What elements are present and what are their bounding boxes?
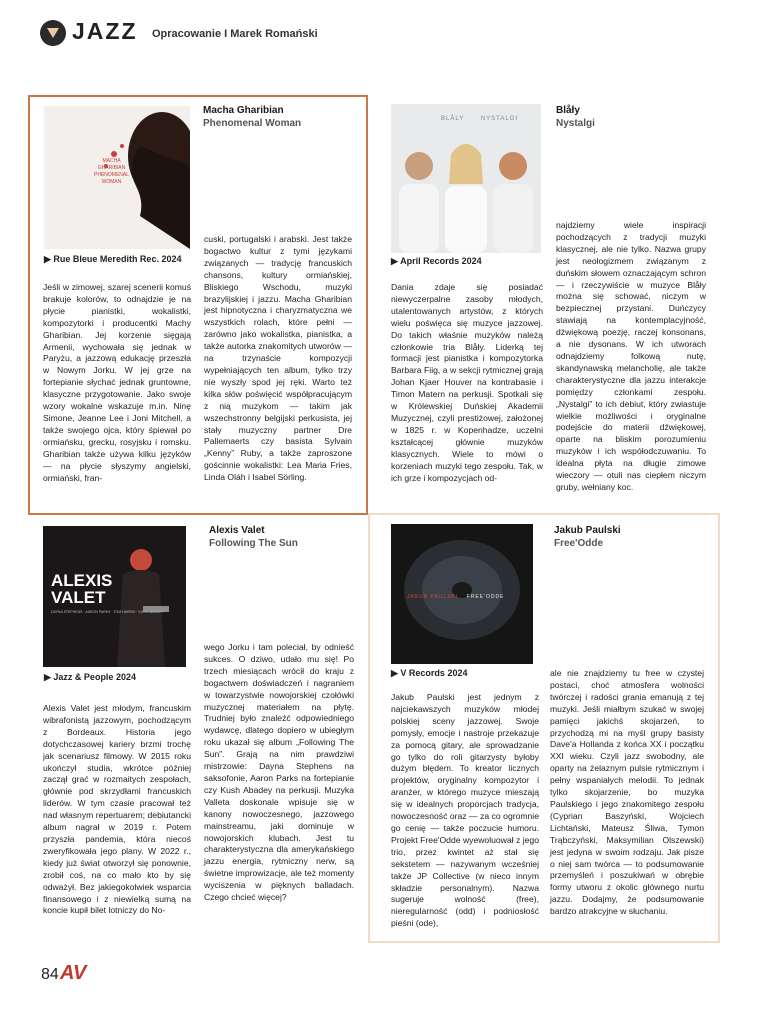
- review-label: ▶ V Records 2024: [391, 668, 468, 678]
- review-text: Dania zdaje się posiadać niewyczerpalne zasoby młodych, utalentowanych artystów, z których wielu poświęca się muzyce jazzowej. Do takich właśnie muzyków należą członkowie tria Blåły. Liderką tej formacji jest pianistka i kompozytorka Barbara Fiig, a w sekcji rytmicznej grają Johan Kjaer Houver na kontrabasie i Timon Matern na perkusji. Spotkali się w Królewskiej Duńskiej Akademii Muzycznej, czyli prestiżowej, założonej w 1825 r. w Kopenhadze, uczelni kształcącej głównie muzyków klasycznych. Wiele to mówi o korzeniach muzyki tego zespołu. Tak, w ich grze i kompozycjach od-: [391, 282, 543, 483]
- cover-text: JAKUB PAULSKI: [407, 594, 459, 600]
- review-album: Phenomenal Woman: [203, 118, 302, 129]
- cover-text: VALET: [51, 588, 106, 607]
- triangle-icon: [46, 27, 60, 39]
- review-label: ▶ Jazz & People 2024: [44, 672, 136, 682]
- album-cover: [44, 106, 190, 249]
- magazine-logo: AV: [60, 962, 87, 984]
- cover-text: BLÅLY: [441, 116, 465, 122]
- album-cover: [43, 526, 186, 667]
- album-cover: [391, 104, 541, 253]
- cover-text: DAYNA STEPHENS · AARON PARKS · TOM HARRIS · KUSH ABADEY: [51, 610, 164, 614]
- review-text: Jeśli w zimowej, szarej scenerii komuś brakuje kolorów, to odnajdzie je na płycie pianistki, wokalistki, kompozytorki i producentki Machy Gharibian. Jej korzenie sięgają Armenii, wychowała się jednak w Paryżu, a jazzową edukację przeszła w Nowym Jorku. W jej grze na fortepianie słychać jednak gruntowne, klasyczne przygotowanie. Jako swoje wzory wokalne wskazuje m.in. Ninę Simone, Jeanne Lee i Joni Mitchell, a także swojego ojca, który śpiewał po ormiańsku, grecku, rosyjsku i romsku. Gharibian także używa kilku języków — na płycie słyszymy angielski, ormiański, fran-: [43, 282, 191, 483]
- cover-text: PHENOMENAL: [94, 172, 130, 178]
- cover-text: FREE'ODDE: [466, 594, 505, 600]
- review-text: Jakub Paulski jest jednym z najciekawszych muzyków młodej polskiej sceny jazzowej. Swoje pomysły, emocje i nastroje przekazuje za pomocą gitary, ale sprowadzanie go tylko do roli gitarzysty byłoby dużym błędem. To kreator licznych projektów, oryginalny kompozytor i aranżer, w którego muzyce mieszają się w idealnych proporcjach tradycja, nowoczesność oraz — za co ogromnie go cenię — także poczucie humoru. Projekt Free'Odde wyewoluował z jego trio, przez kwintet aż stał się sekstetem — nazywanym wcześniej także JP Collective (w nieco innym składzie personalnym). Nazwa sugeruje wolność (free), nieregularność (odd) i podniosłość pieśni (ode),: [391, 692, 539, 929]
- review-album: Following The Sun: [209, 538, 298, 549]
- cover-text: MACHA: [102, 158, 121, 164]
- section-title: JAZZ: [72, 18, 138, 44]
- review-album: Free'Odde: [554, 538, 604, 549]
- cover-text: WOMAN: [101, 179, 122, 185]
- review-label: ▶ April Records 2024: [391, 256, 482, 266]
- cover-text: GHARIBIAN: [97, 165, 126, 171]
- review-label: ▶ Rue Bleue Meredith Rec. 2024: [44, 254, 182, 264]
- review-text: Alexis Valet jest młodym, francuskim wibrafonistą jazzowym, pochodzącym z Bordeaux. Historia jego dotychczasowej kariery brzmi trochę jak scenariusz filmowy. W 2015 roku ukończył studia, wkrótce później zaczął grać w rozmaitych zespołach, głównie pod skrzydłami francuskich liderów. W tym czasie pracował też nad własnym repertuarem; debiutancki album nagrał w 2019 r. Potem przyszła pandemia, która niecoś zweryfikowała jego plany. W 2022 r., kiedy już świat otworzył się ponownie, zrobił coś, na co mało kto by się odważył. Bez jakiegokolwiek wsparcia finansowego i z niewielką sumą na koncie kupił bilet lotniczy do No-: [43, 703, 191, 916]
- band-photo-icon: [391, 104, 541, 253]
- review-artist: Macha Gharibian: [203, 105, 284, 116]
- review-text: najdziemy wiele inspiracji pochodzących z tradycji muzyki klasycznej, ale nie tylko. Nazwa grupy jest neologizmem związanym z duńskim słowem oznaczającym schron — i rzeczywiście w muzyce Blåły można się schować, niczym w bezpiecznej przystani. Duńczycy stawiają na kontemplacyjność, dźwiękową poezję, raczej konsonans, a nie dysonans. W ich utworach odnajdziemy folkową nutę, skandynawską melancholię, ale także charakterystyczne dla jazzu interakcje pomiędzy członkami zespołu. „Nystalgi” to ich debiut, który zwiastuje wielkie możliwości i oryginalne podejście do materii dźwiękowej, oparte na bliskim porozumieniu muzyków i ich współodczuwaniu. To idealna płyta na długie zimowe wieczory — otuli nas ciepłem niczym gruby, wełniany koc.: [556, 220, 706, 492]
- album-cover: [391, 524, 533, 664]
- cover-text: NYSTALGI: [480, 116, 519, 122]
- section-logo: [40, 20, 66, 46]
- review-artist: Alexis Valet: [209, 525, 265, 536]
- page-number: 84: [41, 966, 59, 983]
- review-artist: Jakub Paulski: [554, 525, 621, 536]
- review-artist: Blåły: [556, 105, 580, 116]
- review-text: cuski, portugalski i arabski. Jest także bogactwo kultur z tymi językami związanych — tradycję francuskich chansons, kultury ormiańskiej, Bliskiego Wschodu, muzyki brazylijskiej i jazzu. Macha Gharibian jest hipnotyczna i charyzmatyczna we wszystkich rolach, które pełni — zarówno jako wokalistka, pianistka, a także autorka znakomitych utworów — na trzynaście kompozycji wypełniających ten album, tylko trzy nie wyszły spod jej ręki. Warto też kilka słów poświęcić współpracującym z nią muzykom — takim jak wszechstronny belgijski perkusista, jej stały muzyczny partner Dre Pallemaerts czy basista Sylvain „Kenny” Ruby, a także zaproszone gościnnie wokalistki: Lea Maria Fries, Linda Oláh i Isabel Sörling.: [204, 234, 352, 483]
- review-album: Nystalgi: [556, 118, 595, 129]
- review-text: ale nie znajdziemy tu free w czystej postaci, choć atmosfera wolności twórczej i radości grania emanują z tej muzyki. Jeśli miałbym szukać w swojej pamięci jakichś skojarzeń, to przychodzą mi na myśl grupy basisty Dave'a Hollanda z końca XX i początku XXI wieku. Czyli jazz swobodny, ale oparty na żelaznym pulsie rytmicznym i pełny wspaniałych melodii. To jednak tylko skojarzenie, bo muzyka Paulskiego i jego znakomitego zespołu (Cyprian Baszyński, Wojciech Lichtański, Mateusz Śliwa, Tymon Trąbczyński, Maksymilian Olszewski) jest jedyna w swoim rodzaju. Jak pisze o niej sam twórca — to podsumowanie przemyśleń i poszukiwań w obrębie formy utworu z okolic głównego nurtu jazzu. Dodajmy, że podsumowanie bardzo atrakcyjne w słuchaniu.: [550, 668, 704, 917]
- cover-text: ALEXIS: [51, 571, 113, 590]
- section-byline: Opracowanie I Marek Romański: [152, 28, 318, 40]
- review-text: wego Jorku i tam poleciał, by odnieść sukces. O dziwo, udało mu się! Po trzech miesiącach wrócił do kraju z bogactwem doświadczeń i nagraniem w towarzystwie nowojorskiej czołówki muzycznej materiałem na płytę. Trudniej było znaleźć odpowiedniego wydawcę, dlatego dopiero w ubiegłym roku ukazał się album „Following The Sun”. Grają na nim prawdziwi mistrzowie: Dayna Stephens na saksofonie, Aaron Parks na fortepianie czy Kush Abadey na perkusji. Muzyka Valleta doskonale wpisuje się w kanony nowoczesnego, jazzowego mainstreamu, jaki dominuje w nowojorskich klubach. Jest tu charakterystyczna dla amerykańskiego jazzu energia, rytmiczny nerw, są świetne improwizacje, ale też momenty wyciszenia w pięknych balladach. Czego chcieć więcej?: [204, 642, 354, 903]
